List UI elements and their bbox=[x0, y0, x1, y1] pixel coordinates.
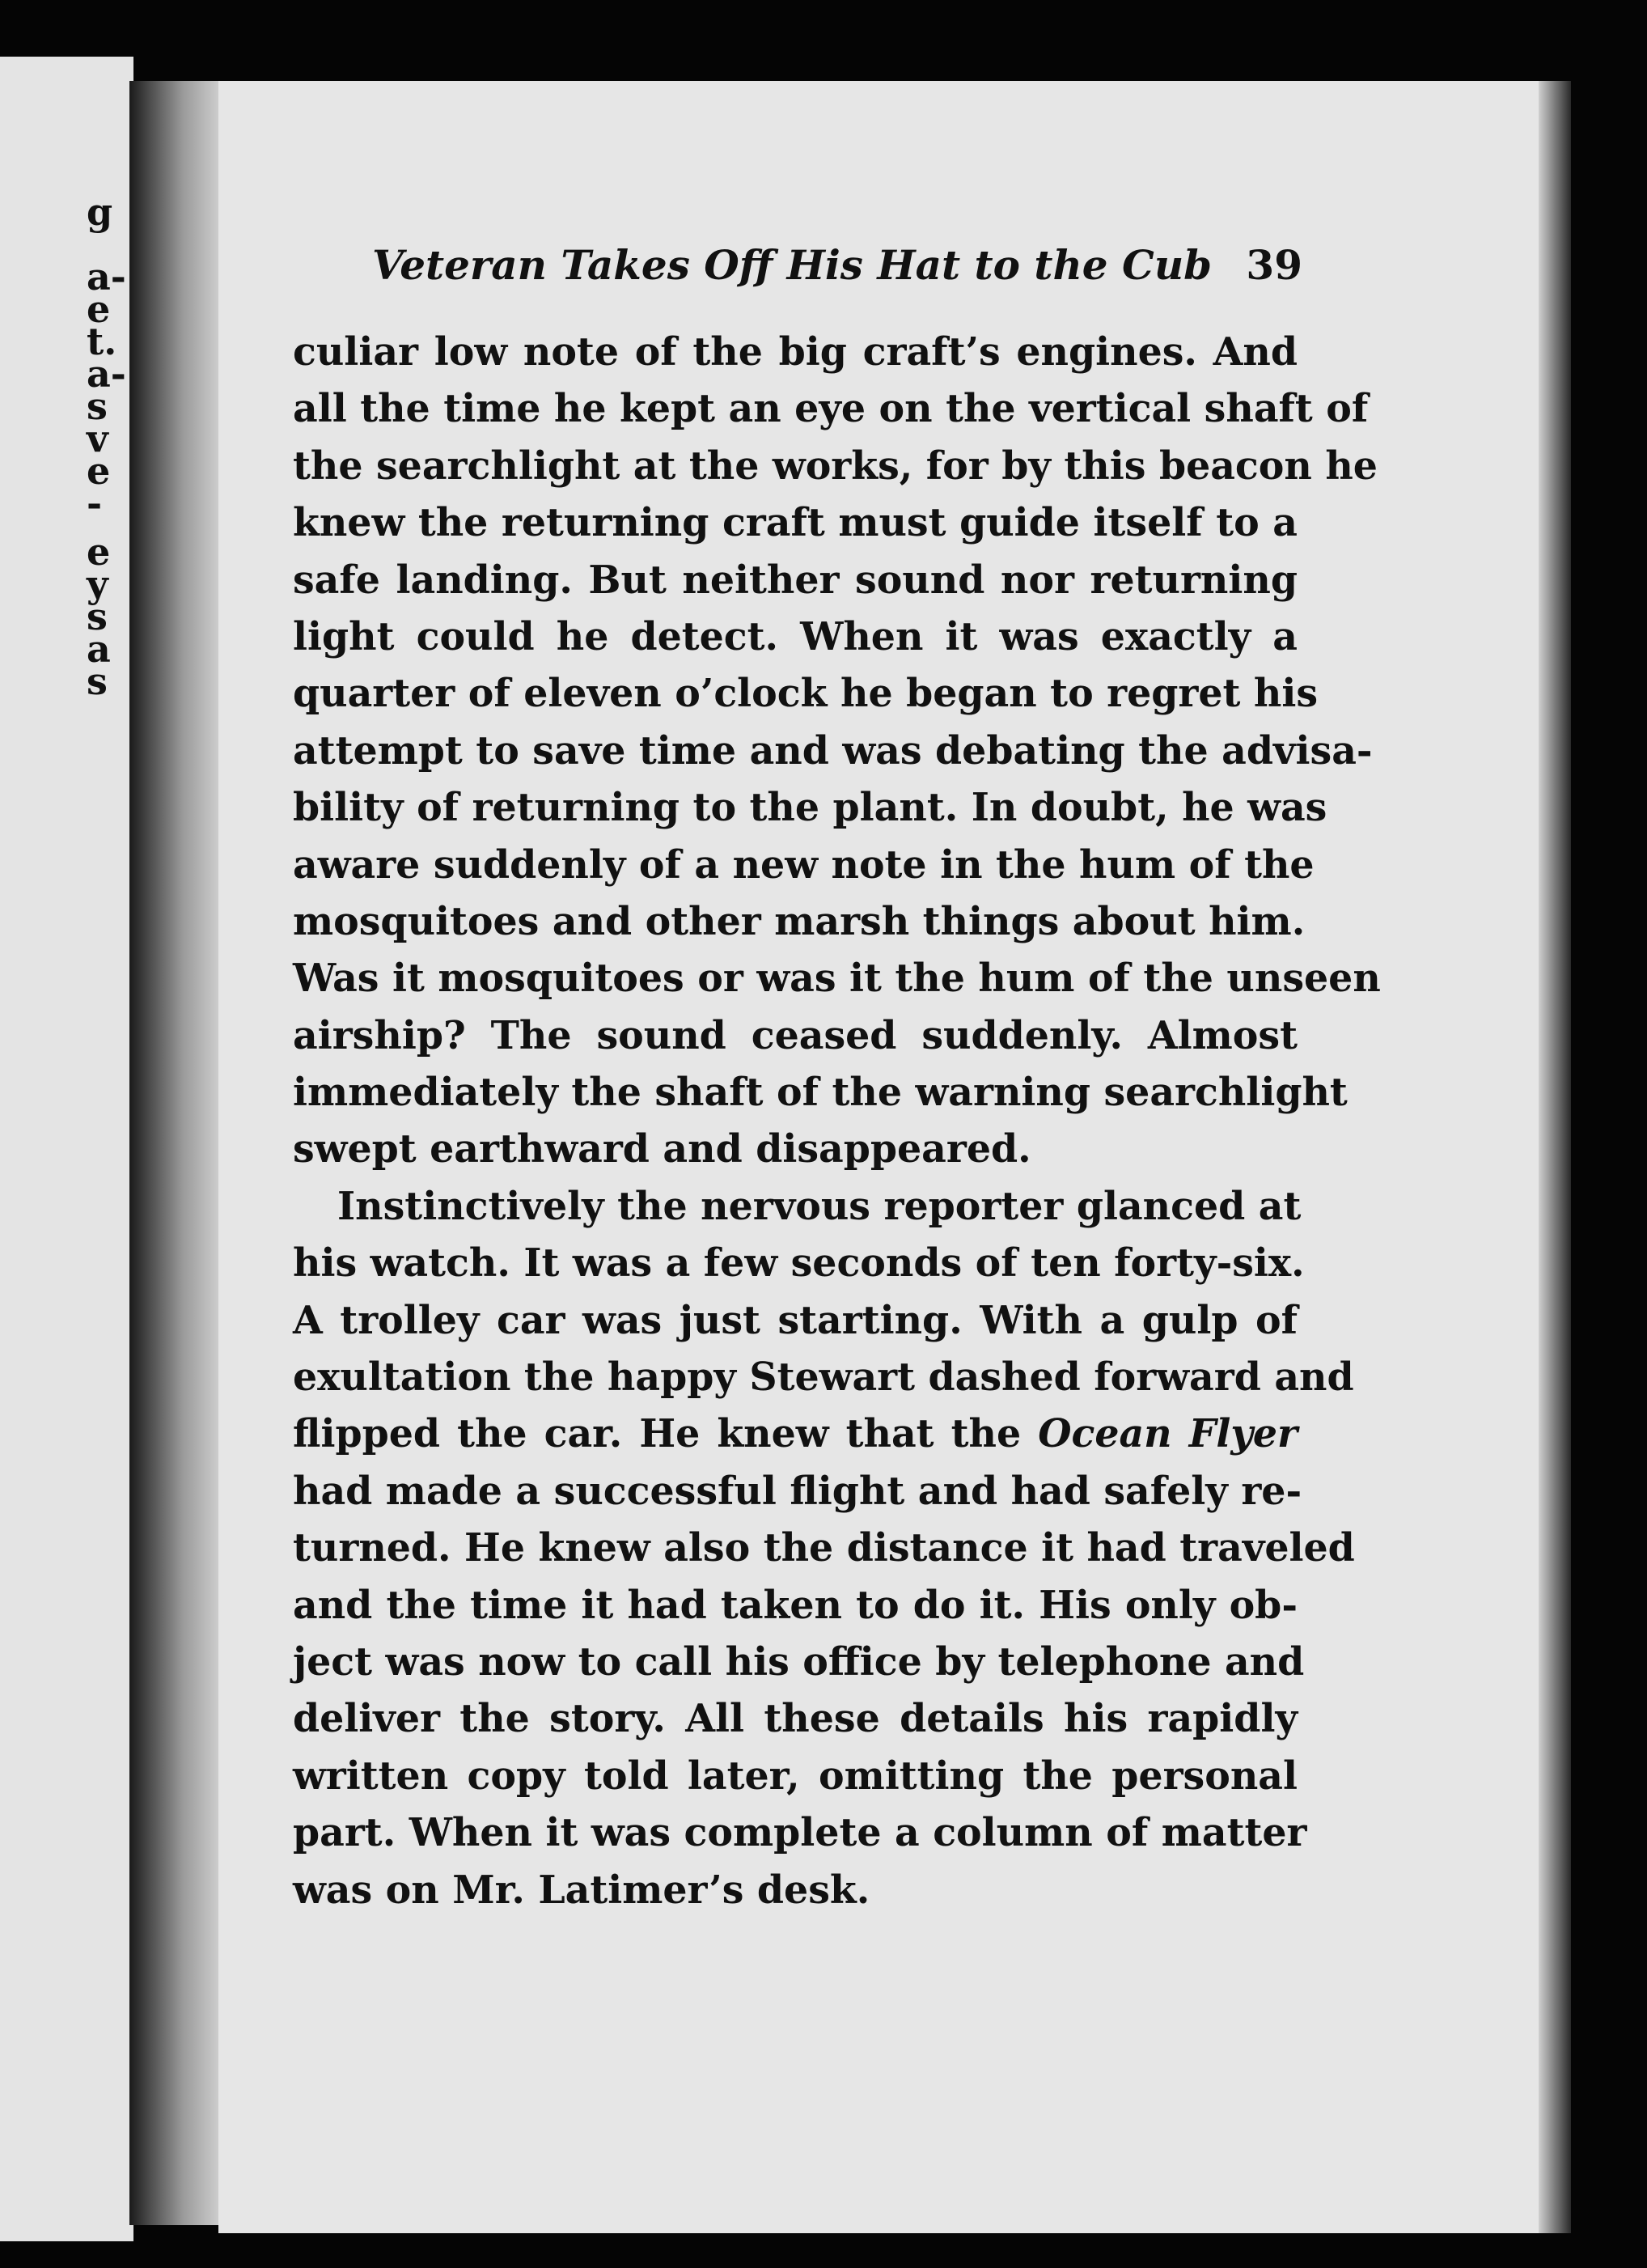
text-line: culiar low note of the big craft’s engines. And bbox=[293, 329, 1298, 375]
left-page-fragments bbox=[87, 57, 126, 2241]
left-page-fragment: s bbox=[87, 384, 108, 428]
text-line: Was it mosquitoes or was it the hum of the unseen bbox=[293, 956, 1381, 1002]
left-page-fragment: s bbox=[87, 595, 108, 638]
left-page-fragment: t. bbox=[87, 320, 117, 363]
left-page-fragment: s bbox=[87, 659, 108, 703]
running-head: Veteran Takes Off His Hat to the Cub bbox=[372, 241, 1213, 289]
text-line: had made a successful flight and had safely re- bbox=[293, 1468, 1302, 1514]
page-number: 39 bbox=[1246, 241, 1302, 289]
text-line: bility of returning to the plant. In doubt, he was bbox=[293, 785, 1327, 831]
page-right-edge bbox=[1539, 81, 1571, 2233]
text-line: Instinctively the nervous reporter glanced at bbox=[337, 1183, 1302, 1229]
left-page-edge bbox=[0, 57, 133, 2241]
text-line: exultation the happy Stewart dashed forward and bbox=[293, 1354, 1354, 1401]
text-line: light could he detect. When it was exactly a bbox=[293, 613, 1298, 659]
text-line: swept earthward and disappeared. bbox=[293, 1126, 1031, 1172]
text-line: was on Mr. Latimer’s desk. bbox=[293, 1867, 870, 1913]
text-line: the searchlight at the works, for by this beacon he bbox=[293, 443, 1378, 489]
text-line: attempt to save time and was debating the advisa- bbox=[293, 727, 1373, 774]
left-page-fragment: v bbox=[87, 417, 108, 460]
text-line: part. When it was complete a column of matter bbox=[293, 1810, 1307, 1856]
left-page-fragment: a- bbox=[87, 352, 126, 396]
text-line: aware suddenly of a new note in the hum of the bbox=[293, 841, 1315, 888]
text-line: written copy told later, omitting the personal bbox=[293, 1753, 1298, 1799]
page-header bbox=[372, 241, 1302, 298]
body-text bbox=[293, 324, 1381, 1918]
text-line: deliver the story. All these details his rapidly bbox=[293, 1696, 1298, 1742]
left-page-fragment: e bbox=[87, 287, 111, 331]
left-page-fragment: e bbox=[87, 449, 111, 493]
text-line: and the time it had taken to do it. His only ob- bbox=[293, 1582, 1298, 1628]
text-line: turned. He knew also the distance it had traveled bbox=[293, 1525, 1355, 1571]
left-page-fragment: a- bbox=[87, 255, 126, 299]
text-line: his watch. It was a few seconds of ten forty-six. bbox=[293, 1240, 1305, 1287]
left-page-fragment: a bbox=[87, 627, 111, 671]
text-line: knew the returning craft must guide itself to a bbox=[293, 500, 1298, 546]
left-page-fragment: - bbox=[87, 481, 103, 525]
text-line: airship? The sound ceased suddenly. Almost bbox=[293, 1012, 1298, 1058]
text-line: safe landing. But neither sound nor returning bbox=[293, 557, 1298, 603]
left-page-fragment: g bbox=[87, 190, 113, 234]
text-line: A trolley car was just starting. With a gulp of bbox=[293, 1297, 1298, 1343]
text-line bbox=[293, 1405, 1298, 1462]
left-page-fragment: y bbox=[87, 562, 108, 606]
text-line: immediately the shaft of the warning searchlight bbox=[293, 1070, 1348, 1116]
book-gutter bbox=[129, 81, 227, 2225]
text-run: flipped the car. He knew that the bbox=[293, 1411, 1039, 1457]
text-line: mosquitoes and other marsh things about him. bbox=[293, 898, 1306, 944]
ship-name-italic: Ocean Flyer bbox=[1038, 1411, 1298, 1457]
text-line: ject was now to call his office by telephone and bbox=[293, 1638, 1305, 1685]
text-line: all the time he kept an eye on the vertical shaft of bbox=[293, 386, 1369, 432]
left-page-fragment: e bbox=[87, 530, 111, 574]
text-line: quarter of eleven o’clock he began to regret his bbox=[293, 671, 1319, 717]
